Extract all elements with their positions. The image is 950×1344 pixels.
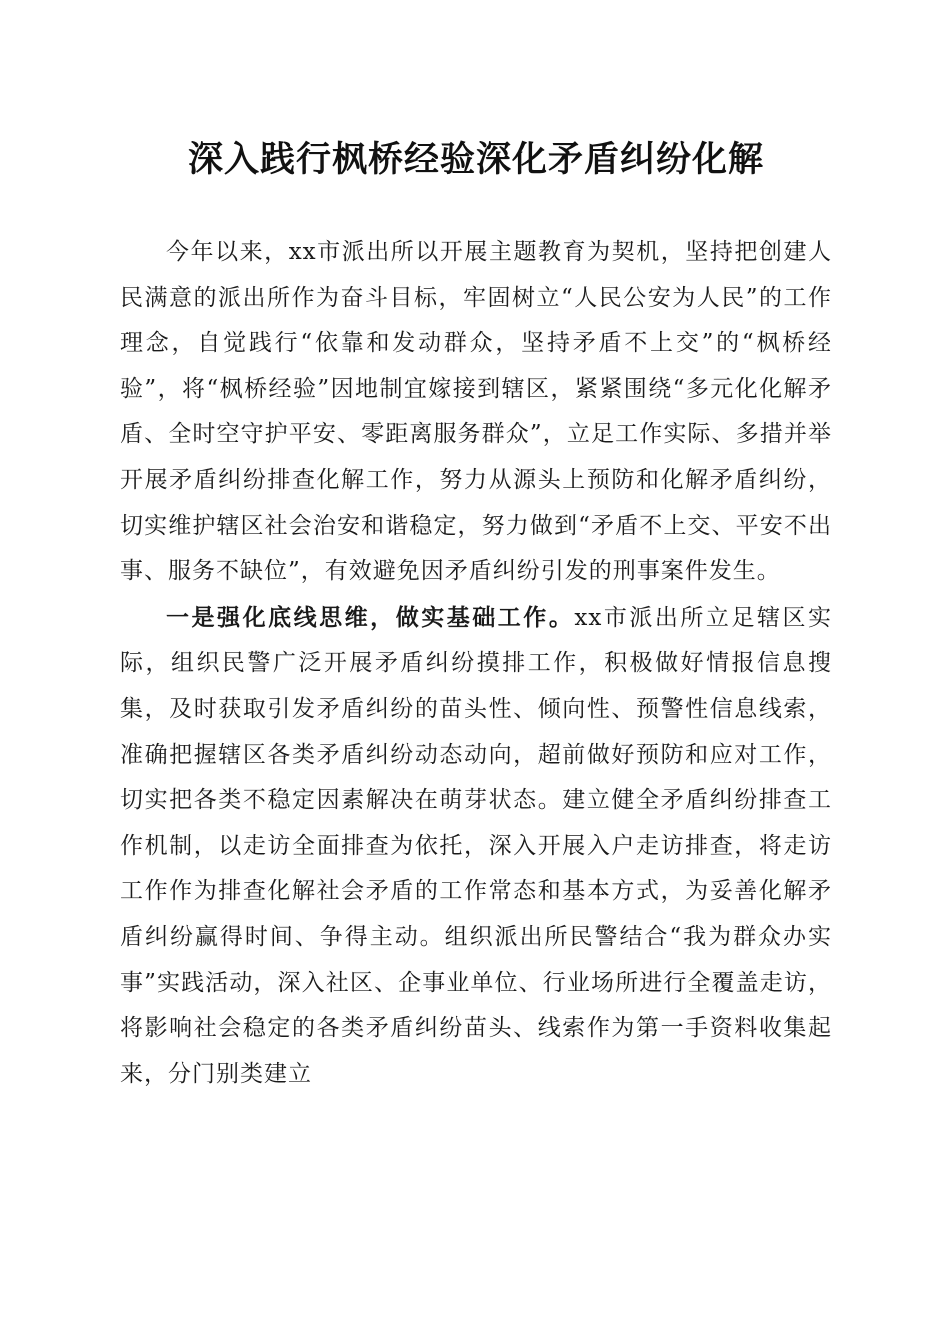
paragraph-intro-text: 今年以来，xx市派出所以开展主题教育为契机，坚持把创建人民满意的派出所作为奋斗目标，牢固树立“人民公安为人民”的工作理念，自觉践行“依靠和发动群众，坚持矛盾不上交”的“枫桥经验”，将“枫桥经验”因地制宜嫁接到辖区，紧紧围绕“多元化化解矛盾、全时空守护平安、零距离服务群众”，立足工作实际、多措并举开展矛盾纠纷排查化解工作，努力从源头上预防和化解矛盾纠纷，切实维护辖区社会治安和谐稳定，努力做到“矛盾不上交、平安不出事、服务不缺位”，有效避免因矛盾纠纷引发的刑事案件发生。 — [120, 239, 832, 585]
paragraph-intro — [120, 230, 832, 595]
paragraph-point-one — [120, 595, 832, 1098]
document-title: 深入践行枫桥经验深化矛盾纠纷化解 — [187, 139, 764, 180]
document-body — [120, 230, 832, 1097]
paragraph-point-one-heading: 一是强化底线思维，做实基础工作。 — [166, 603, 575, 631]
paragraph-point-one-text: xx市派出所立足辖区实际，组织民警广泛开展矛盾纠纷摸排工作，积极做好情报信息搜集，及时获取引发矛盾纠纷的苗头性、倾向性、预警性信息线索，准确把握辖区各类矛盾纠纷动态动向，超前做好预防和应对工作，切实把各类不稳定因素解决在萌芽状态。建立健全矛盾纠纷排查工作机制，以走访全面排查为依托，深入开展入户走访排查，将走访工作作为排查化解社会矛盾的工作常态和基本方式，为妥善化解矛盾纠纷赢得时间、争得主动。组织派出所民警结合“我为群众办实事”实践活动，深入社区、企事业单位、行业场所进行全覆盖走访，将影响社会稳定的各类矛盾纠纷苗头、线索作为第一手资料收集起来，分门别类建立 — [120, 604, 832, 1087]
